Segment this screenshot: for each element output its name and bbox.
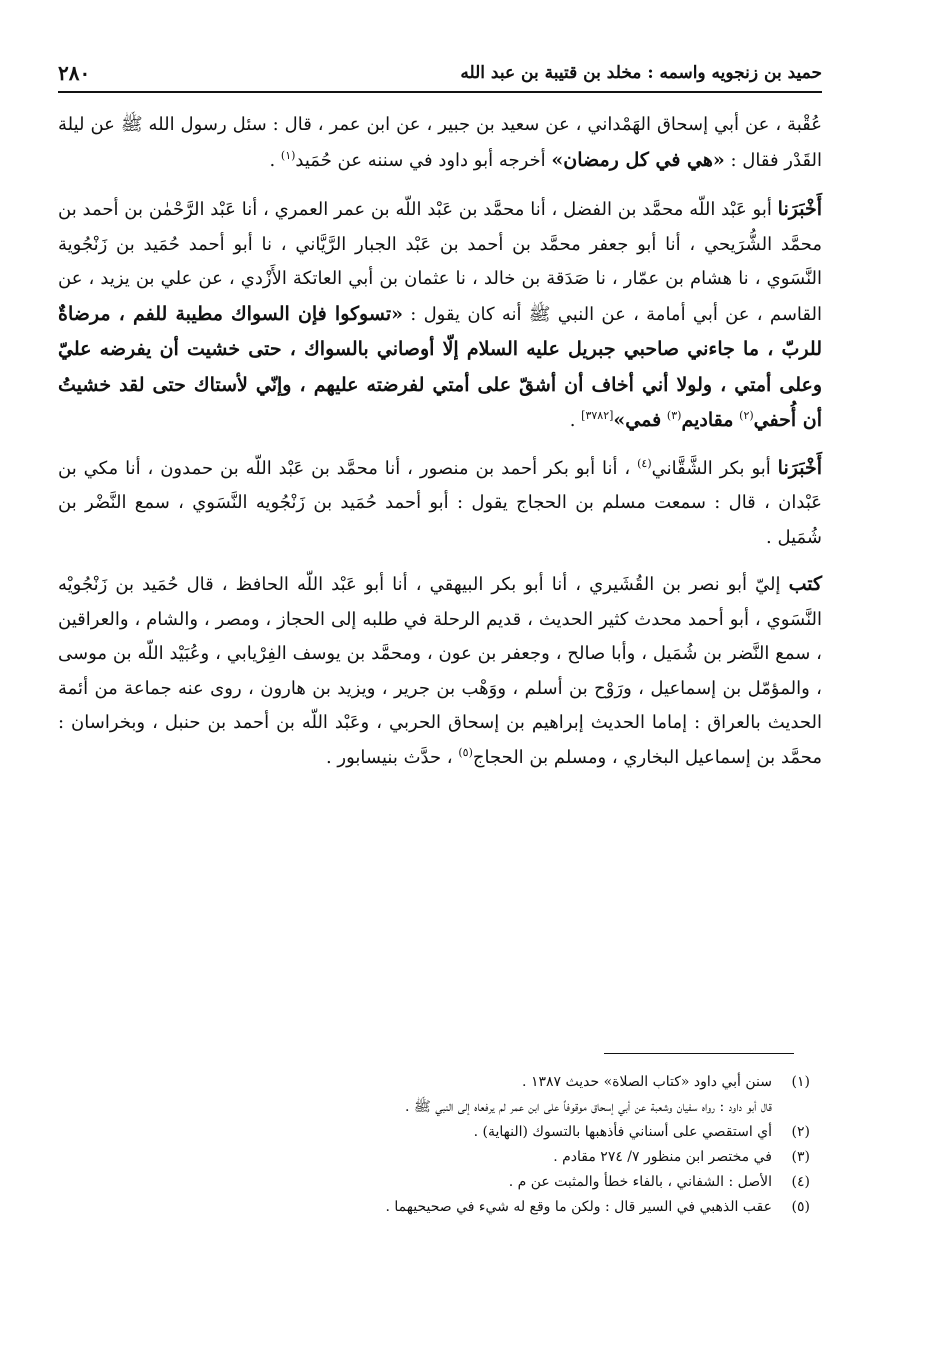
footnote: [120, 1195, 810, 1220]
text-segment: أبو بكر الشَّقَّاني: [651, 457, 778, 479]
text-segment: ، حدَّث بنيسابور .: [325, 746, 459, 768]
footnote-marker: (٣): [666, 409, 682, 422]
hadith-quote: فمي»: [613, 409, 662, 431]
footnote-number: (١): [791, 1074, 810, 1090]
hadith-quote: مقاديم: [681, 409, 734, 431]
footnote-text: قال أبو داود : رواه سفيان وشعبة عن أبي إسحاق موقوفاً على ابن عمر لم يرفعاه إلى النبي ﷺ .: [405, 1099, 772, 1115]
page-number: ٢٨٠: [58, 61, 91, 85]
footnote: [120, 1095, 810, 1120]
footnote-number: (٥): [791, 1199, 810, 1215]
footnote-marker: (٢): [739, 409, 754, 422]
text-segment: ، أنا أبو بكر أحمد بن منصور ، أنا محمَّد بن عَبْد اللّه بن حمدون ، أنا مكي بن عَبْدان ، قال : سمعت مسلم بن الحجاج يقول : أبو أحمد حُمَيد بن زَنْجُويه النَّسَوي ، سمع النَّضْر بن شُمَيل .: [58, 457, 822, 548]
text-segment: .: [569, 410, 582, 431]
footnote-number: (٣): [791, 1149, 810, 1165]
footnote: [120, 1145, 810, 1170]
text-segment: .: [269, 149, 281, 171]
text-segment: عُقْبة ، عن أبي إسحاق الهَمْداني ، عن سعيد بن جبير ، عن ابن عمر ، قال : سئل رسول الله ﷺ عن ليلة القَدْر فقال :: [58, 114, 822, 171]
footnote: [120, 1170, 810, 1195]
paragraph-lead-word: أَخْبَرَنا: [777, 198, 822, 220]
text-segment: إليّ أبو نصر بن القُشَيري ، أنا أبو بكر البيهقي ، أنا أبو عَبْد اللّه الحافظ ، قال حُمَيد بن زَنْجُويْه النَّسَوي ، أبو أحمد محدث كثير الحديث ، قديم الرحلة في طلبه إلى الحجاز ، ومصر ، والشام ، والعراقين ، سمع النَّضر بن شُمَيل ، وأبا صالح ، وجعفر بن عون ، ومحمَّد بن يوسف الفِرْيابي ، وعُبَيْد اللّه بن موسى ، والمؤمّل بن إسماعيل ، ورَوْح بن أسلم ، ووَهْب بن جرير ، ويزيد بن هارون ، روى عنه جماعة من أئمة الحديث بالعراق : إماما الحديث إبراهيم بن إسحاق الحربي ، وعَبْد اللّه بن أحمد بن حنبل ، وبخراسان : محمَّد بن إسماعيل البخاري ، ومسلم بن الحجاج: [58, 574, 822, 768]
footnote: [120, 1120, 810, 1145]
paragraph-lead-word: كتب: [788, 573, 822, 595]
footnote-marker: (٤): [637, 456, 652, 470]
footnote: [120, 1070, 810, 1095]
paragraph-lead-word: أَخْبَرَنا: [777, 456, 822, 479]
paragraph: [58, 567, 822, 775]
hadith-quote: «هي في كل رمضان»: [551, 148, 725, 171]
footnote-marker: (٥): [458, 745, 473, 759]
footnote-text: عقب الذهبي في السير قال : ولكن ما وقع له شيء في صحيحيهما .: [385, 1199, 772, 1215]
footnote-number: (٤): [791, 1174, 810, 1190]
footnote-marker: (١): [280, 148, 296, 162]
footnote-text: سنن أبي داود «كتاب الصلاة» حديث ١٣٨٧ .: [522, 1074, 772, 1090]
hadith-number: [٣٧٨٢]: [581, 409, 614, 422]
paragraph: [58, 192, 822, 439]
footnote-number: (٢): [791, 1124, 810, 1140]
text-segment: أخرجه أبو داود في سننه عن حُمَيد: [295, 149, 552, 171]
footnote-text: أي استقصي على أسناني فأذهبها بالتسوك (النهاية) .: [473, 1124, 772, 1140]
footnotes: [120, 1070, 810, 1220]
page-header: [58, 55, 822, 93]
running-title: حميد بن زنجويه واسمه : مخلد بن قتيبة بن عبد الله: [460, 63, 822, 83]
paragraph: [58, 451, 822, 556]
text-segment: أبو عَبْد اللّه محمَّد بن الفضل ، أنا محمَّد بن عَبْد اللّه بن عمر العمري ، أنا عَبْد الرَّحْمٰن بن أحمد بن محمَّد الشُّرَيحي ، أنا أبو جعفر محمَّد بن أحمد بن عَبْد الجبار الرَّيَّاني ، نا أبو أحمد حُمَيد بن زَنْجُوية النَّسَوي ، نا هشام بن عمّار ، نا صَدَقة بن خالد ، نا عثمان بن أبي العاتكة الأَزْدي ، عن علي بن يزيد ، عن القاسم ، عن أبي أمامة ، عن النبي ﷺ أنه كان يقول :: [58, 199, 823, 325]
main-text: [58, 108, 822, 787]
hadith-quote: «تسوكوا فإن السواك مطيبة للفم ، مرضاةٌ للربّ ، ما جاءني صاحبي جبريل عليه السلام إلّا أوصاني بالسواك ، حتى خشيت أن يفرضه عليّ وعلى أمتي ، ولولا أني أخاف أن أشقّ على أمتي لفرضته عليهم ، وإنّي لأستاك حتى لقد خشيتُ أن أُحفي: [58, 302, 822, 431]
paragraph: [58, 108, 822, 178]
footnote-text: الأصل : الشفاني ، بالفاء خطأ والمثبت عن م .: [508, 1174, 772, 1190]
footnote-text: في مختصر ابن منظور ٧/ ٢٧٤ مقادم .: [553, 1149, 772, 1165]
footnote-separator: [604, 1053, 794, 1054]
